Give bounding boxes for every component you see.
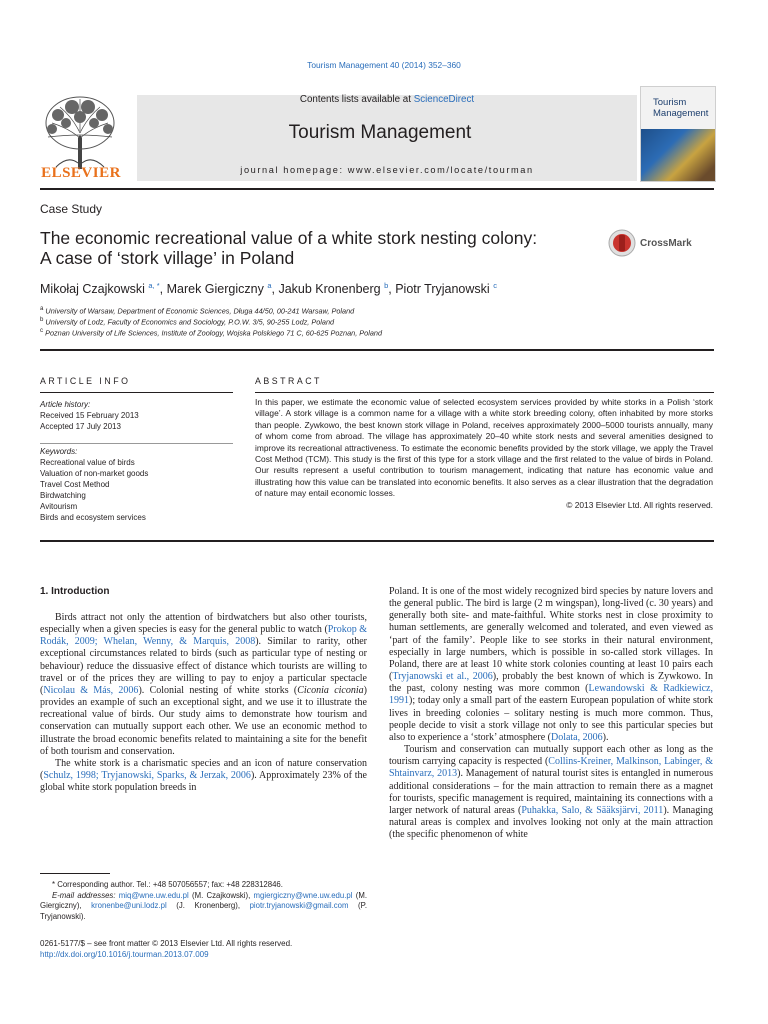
journal-title: Tourism Management bbox=[288, 122, 472, 143]
keyword: Avitourism bbox=[40, 502, 78, 511]
email-link[interactable]: mgiergiczny@wne.uw.edu.pl bbox=[253, 890, 353, 900]
email-link[interactable]: miq@wne.uw.edu.pl bbox=[118, 890, 189, 900]
affiliation: $^c$ Poznan University of Life Sciences, Institute of Zoology, Wojska Polskiego 71 C, 60-625 Poznan, Poland bbox=[40, 327, 382, 338]
left-column bbox=[40, 612, 367, 794]
article-history: Article history: Received 15 February 2013 Accepted 17 July 2013 bbox=[40, 400, 139, 431]
article-title: The economic recreational value of a white stork nesting colony: A case of ‘stork village’ in Poland bbox=[40, 228, 538, 268]
reference-link[interactable]: Dolata, 2006 bbox=[550, 731, 603, 743]
abstract-heading: ABSTRACT bbox=[255, 376, 322, 386]
crossmark-label[interactable]: CrossMark bbox=[640, 238, 692, 249]
contents-prefix: Contents lists available at bbox=[299, 94, 414, 105]
email-link[interactable]: kronenbe@uni.lodz.pl bbox=[91, 901, 167, 910]
paragraph: Tourism and conservation can mutually support each other as long as the tourism carrying capacity is respected (Collins-Kreiner, Malkinson, Labinger, & Shtainvarz, 2013). Management of natural tourist sites is entangled in numerous additional considerations – for the main attraction to remain there as a magnet for tourists, specific management is required, maintaining its connections with a larger network of natural areas (Puhakka, Salo, & Sääksjärvi, 2011). Managing natural areas is complex and involves looking not only at the main attraction (the specific phenomenon of white bbox=[389, 744, 713, 841]
paragraph: The white stork is a charismatic species and an icon of nature conservation (Schulz, 1998; Tryjanowski, Sparks, & Jerzak, 2006). Approximately 23% of the global white stork population breeds in bbox=[40, 757, 367, 794]
doi-link[interactable]: http://dx.doi.org/10.1016/j.tourman.2013.07.009 bbox=[40, 950, 209, 959]
keyword: Birds and ecosystem services bbox=[40, 513, 146, 522]
affiliation: $^a$ University of Warsaw, Department of Economic Sciences, Długa 44/50, 00-241 Warsaw, Poland bbox=[40, 305, 355, 316]
abstract-divider bbox=[40, 540, 714, 542]
abstract-rule bbox=[255, 392, 714, 393]
keywords-list: Keywords: Recreational value of birds Valuation of non-market goods Travel Cost Method Birdwatching Avitourism Birds and ecosystem services bbox=[40, 447, 149, 522]
reference-link[interactable]: Lewandowski & Radkiewicz, 1991 bbox=[389, 683, 713, 707]
reference-link[interactable]: Prokop & Rodák, 2009; Whelan, Wenny, & Marquis, 2008 bbox=[40, 624, 367, 648]
front-matter bbox=[40, 938, 292, 960]
title-divider bbox=[40, 349, 714, 351]
reference-link[interactable]: Collins-Kreiner, Malkinson, Labinger, & Shtainvarz, 2013 bbox=[389, 756, 713, 780]
keywords-rule bbox=[40, 443, 233, 444]
reference-link[interactable]: Schulz, 1998; Tryjanowski, Sparks, & Jerzak, 2006 bbox=[43, 770, 251, 782]
elsevier-tree-logo-icon bbox=[38, 93, 122, 169]
email-link[interactable]: piotr.tryjanowski@gmail.com bbox=[249, 901, 349, 910]
journal-cover-thumbnail[interactable] bbox=[640, 86, 716, 182]
journal-citation[interactable]: Tourism Management 40 (2014) 352–360 bbox=[307, 60, 461, 70]
paragraph: Poland. It is one of the most widely recognized bird species by nature lovers and the general public. The bird is large (2 m wingspan), long-lived (c. 30 years) and generally both site- and mate-faithful. White storks nest in close proximity to human settlements, are generally welcomed and tolerated, and even viewed as ‘part of the family’. People like to see storks in their natural environment, especially in large numbers, which is possible in so-called stork villages. In Poland, there are at least 10 white stork colonies counting at least 10 pairs each (Tryjanowski et al., 2006), probably the best known of which is Zywkowo. In the past, colony nesting was more common (Lewandowski & Radkiewicz, 1991); today only a small part of the eastern European population of white stork lives in breeding colonies – solitary nesting is much more common. Thus, people decide to visit a stork village not only to see this particular species but also to experience a ‘stork’ atmosphere (Dolata, 2006). bbox=[389, 586, 713, 743]
contents-line bbox=[137, 94, 637, 105]
footnote-rule bbox=[40, 873, 110, 874]
article-info-heading: ARTICLE INFO bbox=[40, 376, 131, 386]
copyright: © 2013 Elsevier Ltd. All rights reserved. bbox=[566, 499, 713, 510]
reference-link[interactable]: Puhakka, Salo, & Sääksjärvi, 2011 bbox=[521, 804, 664, 816]
cover-image bbox=[641, 129, 716, 182]
journal-homepage[interactable]: journal homepage: www.elsevier.com/locate/tourman bbox=[240, 165, 534, 175]
keyword: Birdwatching bbox=[40, 491, 86, 500]
paragraph: Birds attract not only the attention of birdwatchers but also other tourists, especially when a given species is easy for the general public to watch (Prokop & Rodák, 2009; Whelan, Wenny, & Marquis, 2008). Similar to rarity, other exceptional circumstances related to birds (such as particular type of nesting or behaviour) reduce the dissuasive effect of distance which tourists are willing to travel or of the prices they are willing to pay to enjoy a particular spectacle (Nicolau & Más, 2006). Colonial nesting of white storks (Ciconia ciconia) provides an example of such an exceptional sight, and we use it to illustrate the recreational value of birds. Our study aims to demonstrate how tourism and conservation can mutually support each other. We use an economic method to illustrate the broad economic benefits related to maintaining a site for the benefit of both tourism and conservation. bbox=[40, 612, 368, 757]
issn-line: 0261-5177/$ – see front matter © 2013 Elsevier Ltd. All rights reserved. bbox=[40, 939, 293, 948]
cover-title: Tourism Management bbox=[653, 97, 709, 119]
article-type: Case Study bbox=[40, 202, 103, 216]
keyword: Travel Cost Method bbox=[40, 480, 110, 489]
reference-link[interactable]: Tryjanowski et al., 2006 bbox=[392, 671, 493, 683]
author-name[interactable]: Piotr Tryjanowski bbox=[395, 282, 490, 297]
author-list: Mikołaj Czajkowski $^{a, *}$, Marek Giergiczny $^a$, Jakub Kronenberg $^b$, Piotr Tryjanowski $^c$ bbox=[40, 281, 497, 297]
right-column bbox=[389, 586, 713, 841]
footnote: * Corresponding author. Tel.: +48 507056557; fax: +48 228312846. E-mail addresses: miq@wne.uw.edu.pl (M. Czajkowski), mgiergiczny@wne.uw.edu.pl (M. Giergiczny), kronenbe@uni.lodz.pl (J. Kronenberg), piotr.tryjanowski@gmail.com (P. Tryjanowski). bbox=[40, 880, 368, 921]
author-name[interactable]: Marek Giergiczny bbox=[166, 282, 264, 297]
author-name[interactable]: Mikołaj Czajkowski bbox=[40, 282, 145, 297]
section-heading: 1. Introduction bbox=[40, 586, 110, 597]
sciencedirect-link[interactable]: ScienceDirect bbox=[413, 94, 475, 105]
affiliation: $^b$ University of Lodz, Faculty of Economics and Sociology, P.O.W. 3/5, 90-255 Lodz, Poland bbox=[40, 316, 335, 327]
elsevier-wordmark: ELSEVIER bbox=[41, 165, 121, 181]
keyword: Recreational value of birds bbox=[40, 458, 135, 467]
header-divider bbox=[40, 188, 714, 190]
author-name[interactable]: Jakub Kronenberg bbox=[278, 282, 381, 297]
keyword: Valuation of non-market goods bbox=[40, 469, 149, 478]
article-info-rule bbox=[40, 392, 233, 393]
reference-link[interactable]: Nicolau & Más, 2006 bbox=[43, 684, 139, 696]
crossmark-icon[interactable] bbox=[608, 229, 636, 257]
abstract-text: In this paper, we estimate the economic value of selected ecosystem services provided by white storks in a Polish ‘stork village’. A stork village is a common name for a village with a white stork breeding colony, often inhabited by more storks than people. Zywkowo, the best known stork village in Poland, receives approximately 2000–5000 tourists annually, many of whom come from abroad. The village has approximately 20–40 white stork nests and several amenities designed to improve its recreational attractiveness. To estimate the economic benefits provided by the stork village, we apply the Travel Cost Method (TCM). This study is the first of this type for a stork village and the first related to the value of birds in Poland. Our results represent a useful contribution to tourism management, indicating that nature has economic value and illustrating how this value can be translated into economic benefits. It also serves as a clear illustration that the degradation of nature may entail economic losses. © 2013 Elsevier Ltd. All rights reserved. bbox=[255, 397, 713, 510]
